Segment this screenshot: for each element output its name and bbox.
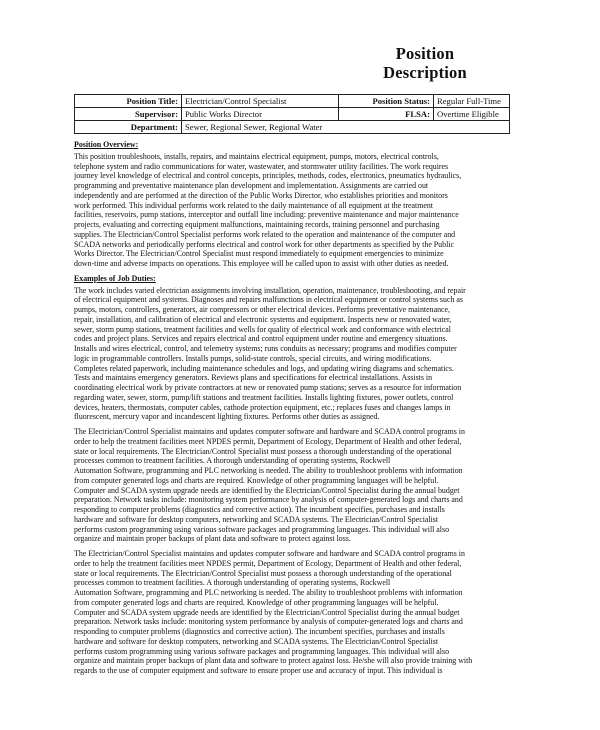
text-line: responding to computer problems (diagnostics and corrective action). The incumbent specifies, purchases and installs — [74, 627, 445, 636]
text-line: Tests and maintains emergency generators. Reviews plans and specifications for electrical installations. Assists in — [74, 373, 433, 383]
duties-paragraph-3 — [74, 549, 518, 676]
text-line: order to help the treatment facilities meet NPDES permit, Department of Ecology, Department of Health and other federal, — [74, 558, 462, 568]
text-line: codes and project plans. Services and repairs electrical and control equipment under routine and emergency situations. — [74, 334, 448, 344]
table-row — [75, 108, 510, 121]
text-line: devices, heaters, thermostats, computer cables, cathode protection equipment, etc.; replaces fuses and changes lamps in — [74, 402, 451, 412]
text-line: order to help the treatment facilities meet NPDES permit, Department of Ecology, Department of Health and other federal, — [74, 436, 462, 446]
text-line: projects, evaluating and correcting equipment malfunctions, maintaining records, training personnel and purchasing — [74, 220, 440, 229]
duties-paragraph-2 — [74, 427, 518, 544]
document-body — [74, 140, 518, 679]
page-title — [360, 44, 490, 82]
text-line: coordinating electrical work by private contractors at new or renovated pump stations; serves as a resource for information — [74, 383, 462, 392]
text-line: The work includes varied electrician assignments involving installation, operation, maintenance, troubleshooting, and repair — [74, 285, 466, 295]
text-line: from computer generated logs and charts are required. Knowledge of other programming languages will be helpful. — [74, 597, 439, 607]
position-status-label: Position Status: — [339, 95, 434, 108]
position-title-label: Position Title: — [75, 95, 182, 108]
text-line: The Electrician/Control Specialist maintains and updates computer software and hardware and SCADA control programs in — [74, 549, 465, 558]
text-line: repair, installation, and calibration of electrical and electronic systems and equipment. Inspects new or renovated water, — [74, 314, 452, 324]
text-line: preparation. Network tasks include: monitoring system performance by analysis of computer-generated logs and charts and — [74, 495, 463, 505]
page-title-line-1: Position — [395, 44, 455, 63]
text-line: Completes related paperwork, including maintenance schedules and logs, and updating wiring diagrams and schematics. — [74, 363, 454, 373]
text-line: organize and maintain proper backups of plant data and software to protect against loss. He/she will also provide training with — [74, 656, 473, 666]
text-line: from computer generated logs and charts are required. Knowledge of other programming languages will be helpful. — [74, 475, 439, 485]
position-status-value: Regular Full-Time — [434, 95, 510, 108]
text-line: processes common to treatment facilities. A thorough understanding of operating systems, Rockwell — [74, 578, 391, 588]
department-label: Department: — [75, 121, 182, 134]
text-line: organize and maintain proper backups of plant data and software to protect against loss. — [74, 534, 351, 544]
text-line: Automation Software, programming and PLC networking is needed. The ability to troubleshoot problems with information — [74, 588, 463, 597]
text-line: of electrical equipment and systems. Diagnoses and repairs malfunctions in electrical equipment or control systems such as — [74, 295, 463, 305]
text-line: sewer, storm pump stations, treatment facilities and wells for quality of electrical work and conformance with electrical — [74, 324, 451, 334]
text-line: responding to computer problems (diagnostics and corrective action). The incumbent specifies, purchases and installs — [74, 505, 445, 514]
flsa-value: Overtime Eligible — [434, 108, 510, 121]
text-line: performs custom programming using various software packages and programming languages. This individual will also — [74, 524, 450, 534]
position-title-value: Electrician/Control Specialist — [182, 95, 339, 108]
text-line: programming and preventative maintenance plan development and implementation. Assignments are carried out — [74, 181, 429, 190]
page-title-line-2: Description — [383, 63, 467, 82]
text-line: state or local requirements. The Electrician/Control Specialist must possess a thorough understanding of the operational — [74, 568, 452, 578]
text-line: performs custom programming using various software packages and programming languages. This individual will also — [74, 646, 450, 656]
text-line: fluorescent, mercury vapor and incandescent lighting fixtures. Performs other duties as assigned. — [74, 412, 380, 422]
supervisor-value: Public Works Director — [182, 108, 339, 121]
text-line: Computer and SCADA system upgrade needs are identified by the Electrician/Control Specialist during the annual budget — [74, 485, 460, 495]
text-line: SCADA networks and periodically performs electrical and control work for other departments as specified by the Public — [74, 239, 454, 249]
overview-heading: Position Overview: — [74, 140, 139, 149]
duties-heading: Examples of Job Duties: — [74, 273, 156, 283]
text-line: independently and are performed at the direction of the Public Works Director, who establishes priorities and monitors — [74, 190, 448, 200]
table-row — [75, 95, 510, 108]
text-line: This position troubleshoots, installs, repairs, and maintains electrical equipment, pumps, motors, electrical controls, — [74, 151, 439, 161]
duties-paragraph-1 — [74, 286, 518, 423]
department-value: Sewer, Regional Sewer, Regional Water — [182, 121, 510, 134]
text-line: pumps, motors, controllers, generators, air compressors or other electrical devices. Performs preventative maintenance, — [74, 305, 450, 314]
text-line: regarding water, sewer, storm, pump/lift stations and treatment facilities. Installs lighting fixtures, power outlets, control — [74, 392, 454, 402]
text-line: Computer and SCADA system upgrade needs are identified by the Electrician/Control Specialist during the annual budget — [74, 607, 460, 617]
position-info-table — [74, 94, 510, 134]
text-line: preparation. Network tasks include: monitoring system performance by analysis of computer-generated logs and charts and — [74, 617, 463, 627]
text-line: down-time and adverse impacts on operations. This employee will be called upon to assist with other duties as needed. — [74, 259, 449, 268]
text-line: journey level knowledge of electrical and control concepts, principles, methods, codes, electronics, pneumatics hydraulics, — [74, 171, 462, 181]
text-line: The Electrician/Control Specialist maintains and updates computer software and hardware and SCADA control programs in — [74, 427, 465, 436]
text-line: telephone system and radio communications for water, wastewater, and stormwater utility facilities. The work requires — [74, 161, 449, 171]
text-line: Works Director. The Electrician/Control Specialist must respond immediately to equipment emergencies to minimize — [74, 249, 444, 259]
text-line: state or local requirements. The Electrician/Control Specialist must possess a thorough understanding of the operational — [74, 446, 452, 456]
text-line: regards to the use of computer equipment and software to ensure proper use and accuracy of input. This individual is — [74, 666, 443, 675]
overview-paragraph — [74, 152, 518, 269]
supervisor-label: Supervisor: — [75, 108, 182, 121]
text-line: hardware and software for desktop computers, networking and SCADA systems. The Electrician/Control Specialist — [74, 514, 439, 524]
text-line: facilities, reservoirs, pump stations, interceptor and outfall line including: preventive maintenance and major maintenance — [74, 210, 459, 220]
text-line: processes common to treatment facilities. A thorough understanding of operating systems, Rockwell — [74, 456, 391, 466]
text-line: Installs and wires electrical, control, and telemetry systems; runs conduits as necessary; programs and modifies computer — [74, 344, 457, 353]
text-line: Automation Software, programming and PLC networking is needed. The ability to troubleshoot problems with information — [74, 466, 463, 475]
text-line: hardware and software for desktop computers, networking and SCADA systems. The Electrician/Control Specialist — [74, 636, 439, 646]
text-line: supplies. The Electrician/Control Specialist performs work related to the operation and maintenance of the computer and — [74, 229, 456, 239]
flsa-label: FLSA: — [339, 108, 434, 121]
text-line: logic in programmable controllers. Installs pumps, solid-state controls, special circuits, and wiring modifications. — [74, 353, 432, 363]
text-line: work performed. This individual performs work related to the daily maintenance of all equipment at the treatment — [74, 200, 433, 210]
table-row — [75, 121, 510, 134]
